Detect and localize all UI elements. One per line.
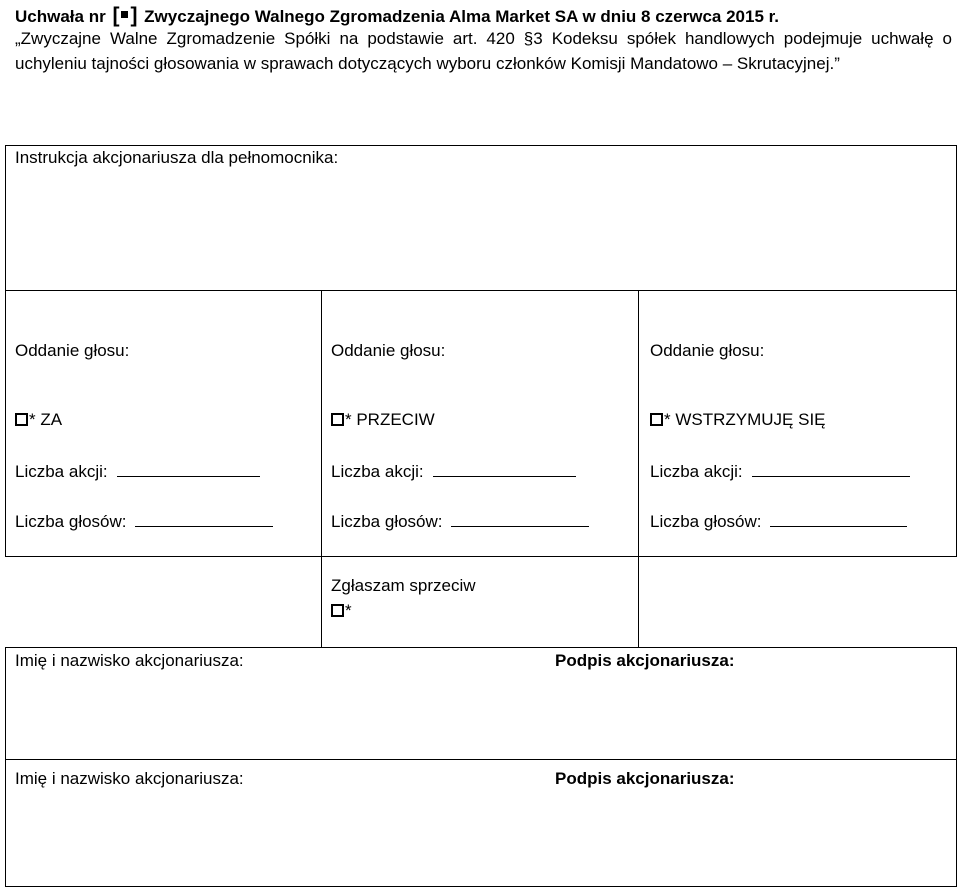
shares-input-line[interactable] (117, 459, 260, 477)
checkbox-icon[interactable] (15, 413, 28, 426)
vote-option-abstain[interactable] (650, 410, 826, 430)
votes-label: Liczba głosów: (15, 512, 127, 531)
number-placeholder: [ ] (112, 4, 138, 27)
title-suffix: Zwyczajnego Walnego Zgromadzenia Alma Market SA w dniu 8 czerwca 2015 r. (144, 7, 780, 26)
vote-heading: Oddanie głosu: (331, 341, 446, 360)
instruction-label: Instrukcja akcjonariusza dla pełnomocnika: (15, 148, 339, 167)
votes-field[interactable] (650, 509, 907, 532)
shares-label: Liczba akcji: (650, 462, 743, 481)
objection-label: Zgłaszam sprzeciw (331, 576, 476, 595)
checkbox-icon[interactable] (650, 413, 663, 426)
votes-field[interactable] (331, 509, 589, 532)
title-prefix: Uchwała nr (15, 7, 106, 26)
shareholder-name-label: Imię i nazwisko akcjonariusza: (15, 769, 244, 788)
vote-heading: Oddanie głosu: (650, 341, 765, 360)
objection-option[interactable] (331, 601, 352, 621)
votes-input-line[interactable] (451, 509, 589, 527)
vote-option-label: * ZA (29, 410, 63, 429)
shares-field[interactable] (331, 459, 576, 482)
shares-input-line[interactable] (752, 459, 910, 477)
resolution-title (15, 4, 779, 28)
votes-input-line[interactable] (770, 509, 907, 527)
vote-option-against[interactable] (331, 410, 435, 430)
shareholder-signature-label: Podpis akcjonariusza: (555, 651, 735, 670)
resolution-text: „Zwyczajne Walne Zgromadzenie Spółki na podstawie art. 420 §3 Kodeksu spółek handlowych podejmuje uchwałę o uchyleniu tajności głosowania w sprawach dotyczących wyboru członków Komisji Mandatowo – Skrutacyjnej.” (15, 29, 952, 73)
vote-option-for[interactable] (15, 410, 62, 430)
shares-label: Liczba akcji: (15, 462, 108, 481)
shares-input-line[interactable] (433, 459, 576, 477)
objection-box (321, 556, 639, 648)
checkbox-icon[interactable] (331, 413, 344, 426)
shareholder-name-label: Imię i nazwisko akcjonariusza: (15, 651, 244, 670)
placeholder-square-icon (121, 11, 128, 18)
vote-option-label: * PRZECIW (345, 410, 435, 429)
votes-label: Liczba głosów: (331, 512, 443, 531)
vote-option-label: * WSTRZYMUJĘ SIĘ (664, 410, 826, 429)
shares-field[interactable] (15, 459, 260, 482)
checkbox-icon[interactable] (331, 604, 344, 617)
shares-field[interactable] (650, 459, 910, 482)
objection-option-label: * (345, 601, 352, 620)
votes-label: Liczba głosów: (650, 512, 762, 531)
shares-label: Liczba akcji: (331, 462, 424, 481)
shareholder-signature-label: Podpis akcjonariusza: (555, 769, 735, 788)
vote-heading: Oddanie głosu: (15, 341, 130, 360)
votes-field[interactable] (15, 509, 273, 532)
votes-input-line[interactable] (135, 509, 273, 527)
